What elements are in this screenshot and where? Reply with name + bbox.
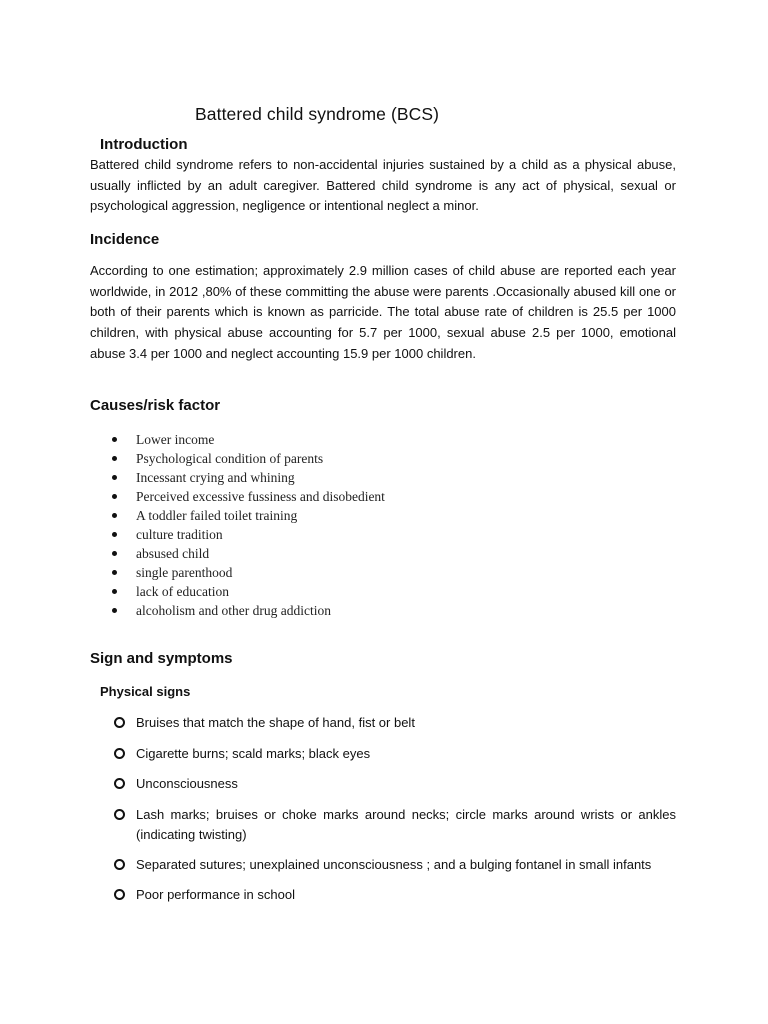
circle-bullet-icon — [114, 859, 125, 870]
causes-list — [112, 430, 385, 620]
bullet-icon — [112, 532, 117, 537]
list-item: Cigarette burns; scald marks; black eyes — [113, 744, 676, 765]
bullet-icon — [112, 456, 117, 461]
signs-heading: Sign and symptoms — [90, 650, 233, 667]
bullet-icon — [112, 551, 117, 556]
list-item: Lash marks; bruises or choke marks around necks; circle marks around wrists or ankles (indicating twisting) — [113, 805, 676, 846]
circle-bullet-icon — [114, 748, 125, 759]
list-item: Unconsciousness — [113, 774, 676, 795]
list-item: Incessant crying and whining — [112, 468, 385, 487]
bullet-icon — [112, 494, 117, 499]
physical-signs-list — [113, 713, 676, 906]
document-title: Battered child syndrome (BCS) — [195, 104, 440, 124]
bullet-icon — [112, 608, 117, 613]
list-item: Perceived excessive fussiness and disobedient — [112, 487, 385, 506]
list-item: Poor performance in school — [113, 885, 676, 906]
circle-bullet-icon — [114, 717, 125, 728]
list-item: lack of education — [112, 582, 385, 601]
circle-bullet-icon — [114, 889, 125, 900]
list-item: Bruises that match the shape of hand, fist or belt — [113, 713, 676, 734]
introduction-text: Battered child syndrome refers to non-accidental injuries sustained by a child as a physical abuse, usually inflicted by an adult caregiver. Battered child syndrome is any act of physical, sexual or psychological aggression, negligence or intentional neglect a minor. — [90, 157, 676, 214]
bullet-icon — [112, 475, 117, 480]
circle-bullet-icon — [114, 778, 125, 789]
physical-signs-subheading: Physical signs — [100, 684, 191, 699]
list-item: absused child — [112, 544, 385, 563]
list-item: alcoholism and other drug addiction — [112, 601, 385, 620]
list-item: Psychological condition of parents — [112, 449, 385, 468]
incidence-heading: Incidence — [90, 231, 160, 248]
introduction-heading: Introduction — [100, 136, 188, 153]
bullet-icon — [112, 570, 117, 575]
bullet-icon — [112, 513, 117, 518]
list-item: Lower income — [112, 430, 385, 449]
circle-bullet-icon — [114, 809, 125, 820]
incidence-text: According to one estimation; approximately 2.9 million cases of child abuse are reported each year worldwide, in 2012 ,80% of these committing the abuse were parents .Occasionally abused kill one or both of their parents which is known as parricide. The total abuse rate of children is 25.5 per 1000 children, with physical abuse accounting for 5.7 per 1000, sexual abuse 2.5 per 1000, emotional abuse 3.4 per 1000 and neglect accounting 15.9 per 1000 children. — [90, 263, 676, 361]
causes-heading: Causes/risk factor — [90, 397, 221, 414]
bullet-icon — [112, 437, 117, 442]
list-item: A toddler failed toilet training — [112, 506, 385, 525]
list-item: Separated sutures; unexplained unconsciousness ; and a bulging fontanel in small infants — [113, 855, 676, 876]
list-item: culture tradition — [112, 525, 385, 544]
bullet-icon — [112, 589, 117, 594]
list-item: single parenthood — [112, 563, 385, 582]
